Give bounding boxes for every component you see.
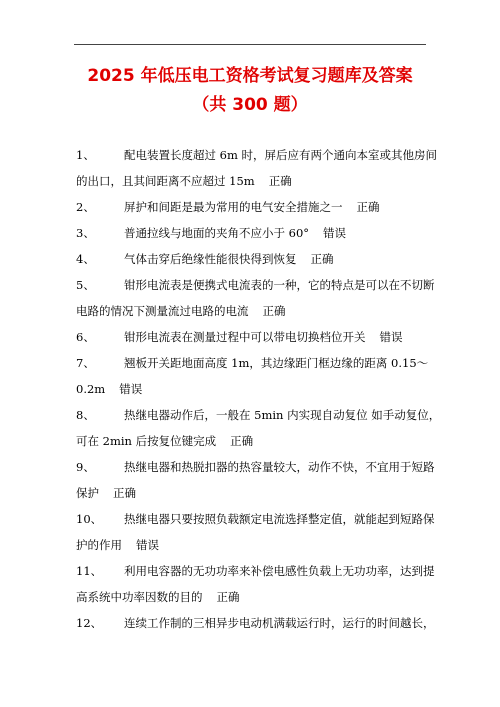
question-text: 连续工作制的三相异步电动机满载运行时，运行的时间越长， <box>124 616 435 630</box>
question-5-cont <box>76 298 428 324</box>
question-11 <box>76 558 435 584</box>
question-7 <box>76 350 428 376</box>
question-1 <box>76 142 438 168</box>
question-number: 2、 <box>76 200 95 214</box>
question-9 <box>76 454 435 480</box>
question-text: 护的作用 <box>76 538 122 552</box>
question-number: 5、 <box>76 278 95 292</box>
question-text: 高系统中功率因数的目的 <box>76 590 203 604</box>
question-6 <box>76 324 428 350</box>
question-text: 气体击穿后绝缘性能很快得到恢复 <box>124 252 297 266</box>
question-text: 电路的情况下测量流过电路的电流 <box>76 304 249 318</box>
question-text: 热继电器和热脱扣器的热容量较大，动作不快，不宜用于短路 <box>124 460 435 474</box>
question-1-cont <box>76 168 428 194</box>
question-8 <box>76 402 441 428</box>
answer-label: 错误 <box>323 226 347 240</box>
answer-label: 正确 <box>356 200 380 214</box>
answer-label: 正确 <box>216 590 240 604</box>
question-number: 3、 <box>76 226 95 240</box>
question-text: 热继电器动作后，一般在 5min 内实现自动复位 如手动复位， <box>124 408 441 422</box>
answer-label: 正确 <box>310 252 334 266</box>
question-number: 4、 <box>76 252 95 266</box>
question-number: 8、 <box>76 408 95 422</box>
question-text: 0.2m <box>76 382 106 396</box>
answer-label: 正确 <box>113 486 136 500</box>
question-number: 10、 <box>76 512 103 526</box>
question-text: 保护 <box>76 486 99 500</box>
question-text: 钳形电流表在测量过程中可以带电切换档位开关 <box>124 330 366 344</box>
question-text: 钳形电流表是便携式电流表的一种，它的特点是可以在不切断 <box>124 278 435 292</box>
question-number: 6、 <box>76 330 95 344</box>
question-text: 利用电容器的无功功率来补偿电感性负载上无功功率，达到提 <box>124 564 435 578</box>
header-rule <box>74 44 426 45</box>
question-number: 11、 <box>76 564 103 578</box>
question-text: 可在 2min 后按复位键完成 <box>76 434 217 448</box>
question-number: 9、 <box>76 460 95 474</box>
question-text: 翘板开关距地面高度 1m，其边缘距门框边缘的距离 0.15～ <box>124 356 429 370</box>
question-5 <box>76 272 435 298</box>
question-9-cont <box>76 480 428 506</box>
title-line-2: （共 300 题） <box>192 95 308 115</box>
question-text: 的出口，且其间距离不应超过 15m <box>76 174 255 188</box>
answer-label: 正确 <box>262 304 286 318</box>
answer-label: 正确 <box>230 434 254 448</box>
answer-label: 错误 <box>379 330 403 344</box>
answer-label: 错误 <box>136 538 159 552</box>
question-4 <box>76 246 428 272</box>
question-10-cont <box>76 532 428 558</box>
question-number: 1、 <box>76 148 95 162</box>
question-text: 热继电器只要按照负载额定电流选择整定值，就能起到短路保 <box>124 512 435 526</box>
question-text: 普通拉线与地面的夹角不应小于 60° <box>124 226 310 240</box>
title-line-1: 2025 年低压电工资格考试复习题库及答案 <box>87 66 413 86</box>
question-7-cont <box>76 376 428 402</box>
question-8-cont <box>76 428 428 454</box>
question-2 <box>76 194 428 220</box>
question-11-cont <box>76 584 428 610</box>
question-number: 12、 <box>76 616 103 630</box>
question-12 <box>76 610 435 636</box>
question-text: 配电装置长度超过 6m 时，屏后应有两个通向本室或其他房间 <box>124 148 438 162</box>
question-3 <box>76 220 428 246</box>
question-10 <box>76 506 435 532</box>
question-text: 屏护和间距是最为常用的电气安全措施之一 <box>124 200 343 214</box>
answer-label: 正确 <box>268 174 292 188</box>
question-number: 7、 <box>76 356 95 370</box>
answer-label: 错误 <box>119 382 143 396</box>
